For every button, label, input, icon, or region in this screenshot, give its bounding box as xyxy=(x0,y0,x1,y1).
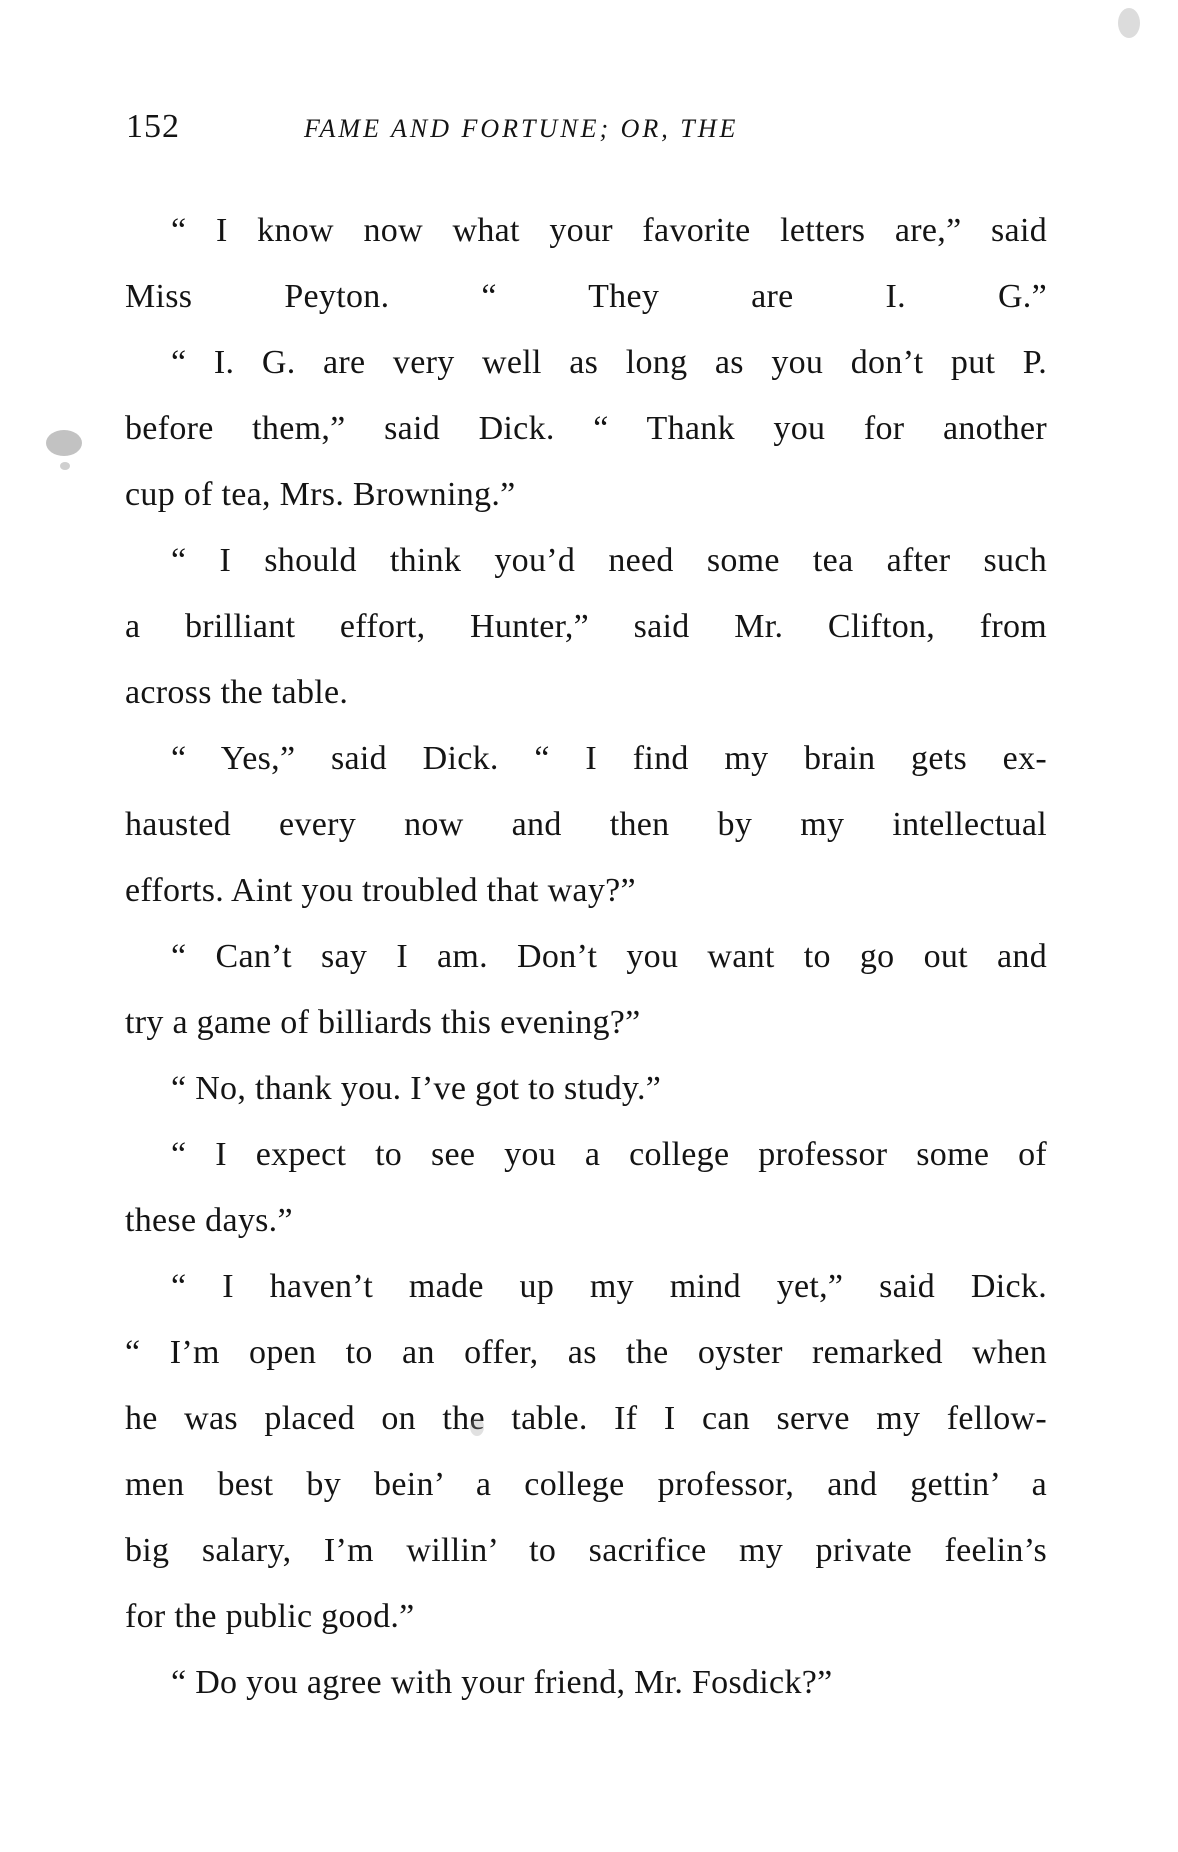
body-text xyxy=(125,198,1047,1716)
text-line: he was placed on the table. If I can serve my fellow- xyxy=(125,1400,1047,1437)
text-line: “ I haven’t made up my mind yet,” said Dick. xyxy=(171,1268,1047,1305)
text-line: “ I. G. are very well as long as you don’t put P. xyxy=(171,344,1047,381)
text-line: efforts. Aint you troubled that way?” xyxy=(125,872,636,909)
text-line: before them,” said Dick. “ Thank you for another xyxy=(125,410,1047,447)
text-line: big salary, I’m willin’ to sacrifice my private feelin’s xyxy=(125,1532,1047,1569)
text-line: across the table. xyxy=(125,674,349,711)
text-line: “ I’m open to an offer, as the oyster remarked when xyxy=(125,1334,1047,1371)
scan-speck xyxy=(470,1418,484,1436)
text-line: “ Can’t say I am. Don’t you want to go out and xyxy=(171,938,1047,975)
text-line: “ I know now what your favorite letters are,” said xyxy=(171,212,1047,249)
text-line: men best by bein’ a college professor, and gettin’ a xyxy=(125,1466,1047,1503)
text-line: “ No, thank you. I’ve got to study.” xyxy=(171,1070,662,1107)
scan-speck xyxy=(46,430,82,456)
text-line: “ Do you agree with your friend, Mr. Fosdick?” xyxy=(171,1664,833,1701)
text-line: try a game of billiards this evening?” xyxy=(125,1004,641,1041)
text-line: Miss Peyton. “ They are I. G.” xyxy=(125,278,1047,315)
page-number: 152 xyxy=(126,108,180,145)
scan-speck xyxy=(1118,8,1140,38)
text-line: “ I should think you’d need some tea after such xyxy=(171,542,1047,579)
page-header xyxy=(126,108,886,148)
text-line: “ I expect to see you a college professor some of xyxy=(171,1136,1047,1173)
text-line: cup of tea, Mrs. Browning.” xyxy=(125,476,516,513)
text-line: “ Yes,” said Dick. “ I find my brain gets ex- xyxy=(171,740,1047,777)
text-line: these days.” xyxy=(125,1202,293,1239)
text-line: hausted every now and then by my intellectual xyxy=(125,806,1047,843)
scan-speck xyxy=(60,462,70,470)
running-head: FAME AND FORTUNE; OR, THE xyxy=(304,114,739,143)
text-line: for the public good.” xyxy=(125,1598,415,1635)
text-line: a brilliant effort, Hunter,” said Mr. Clifton, from xyxy=(125,608,1047,645)
